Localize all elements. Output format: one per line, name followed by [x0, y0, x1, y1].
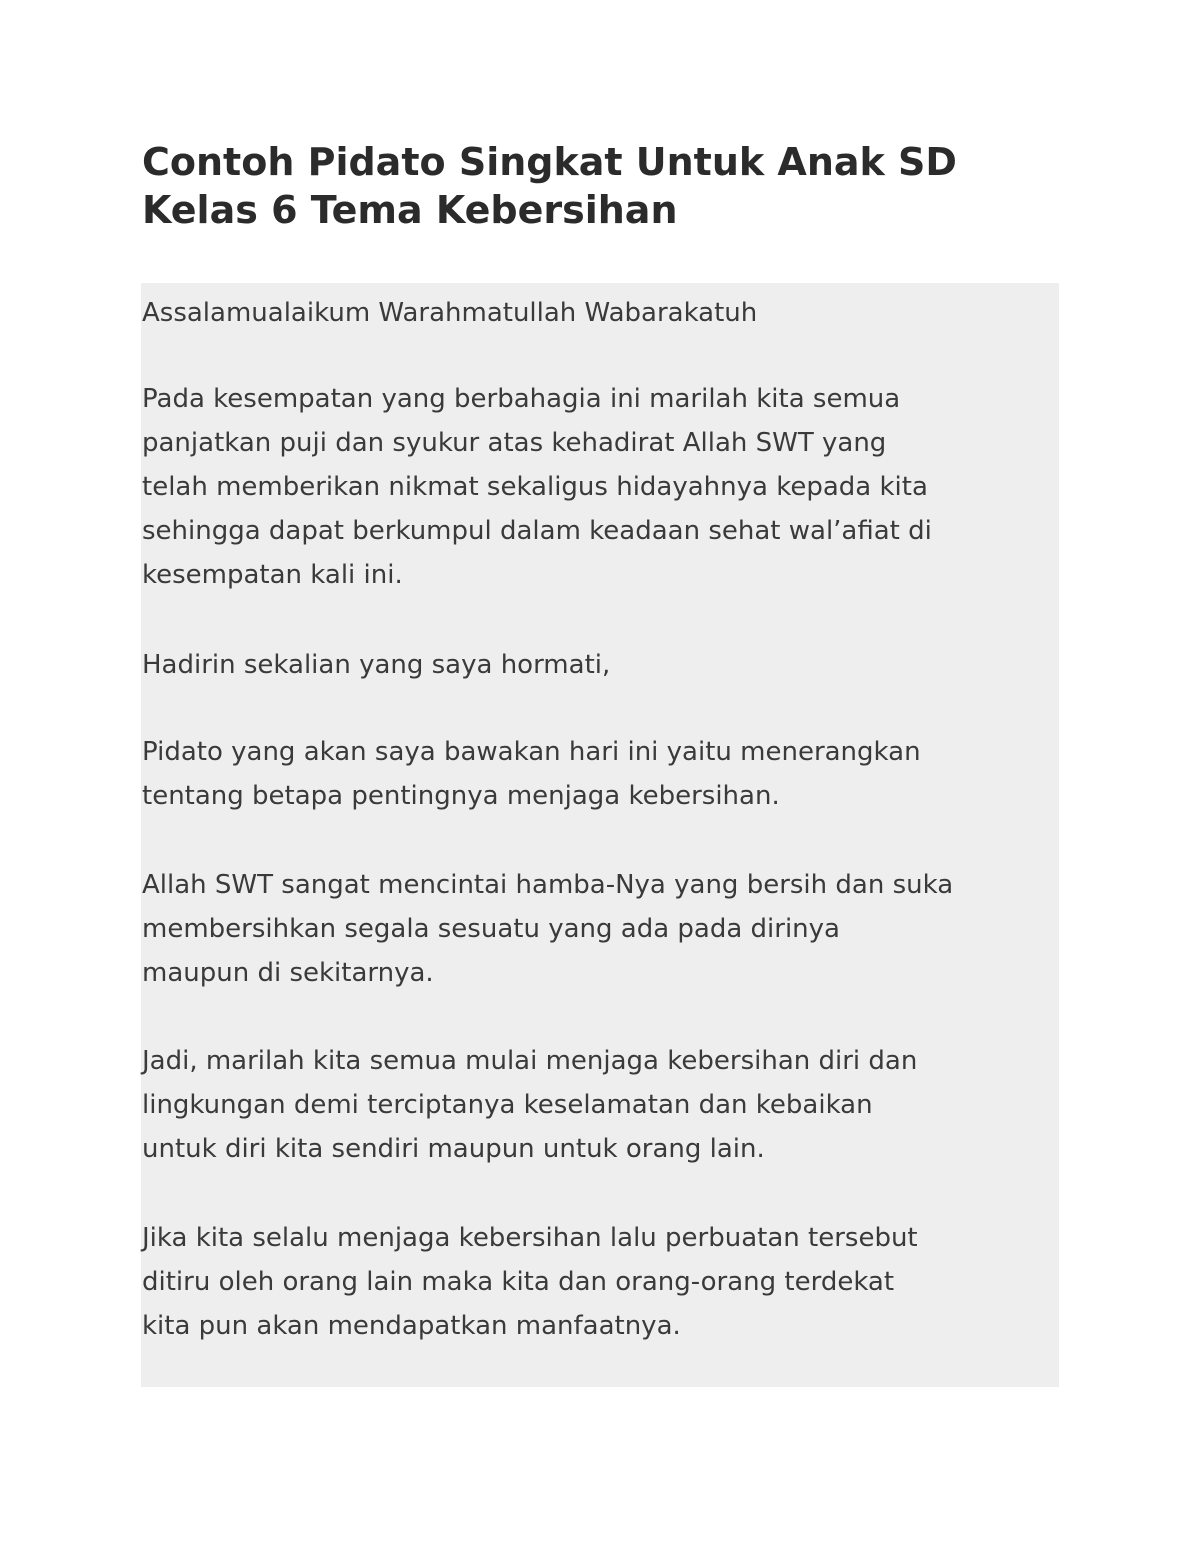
paragraph-line: lingkungan demi terciptanya keselamatan dan kebaikan: [142, 1090, 873, 1120]
invitation-paragraph: [142, 1039, 1060, 1171]
title-line: Contoh Pidato Singkat Untuk Anak SD: [142, 140, 957, 184]
paragraph-line: telah memberikan nikmat sekaligus hidayahnya kepada kita: [142, 472, 928, 502]
greeting-paragraph: [142, 291, 1060, 335]
page-title: [142, 138, 1062, 234]
benefit-paragraph: [142, 1216, 1060, 1348]
paragraph-line: membersihkan segala sesuatu yang ada pada dirinya: [142, 914, 840, 944]
paragraph-line: Jika kita selalu menjaga kebersihan lalu perbuatan tersebut: [142, 1223, 918, 1253]
paragraph-line: sehingga dapat berkumpul dalam keadaan sehat wal’afiat di: [142, 516, 932, 546]
paragraph-line: Hadirin sekalian yang saya hormati,: [142, 650, 611, 680]
paragraph-line: Allah SWT sangat mencintai hamba-Nya yang bersih dan suka: [142, 870, 954, 900]
paragraph-line: kita pun akan mendapatkan manfaatnya.: [142, 1311, 681, 1341]
paragraph-line: Pidato yang akan saya bawakan hari ini yaitu menerangkan: [142, 737, 921, 767]
paragraph-line: kesempatan kali ini.: [142, 560, 403, 590]
paragraph-line: ditiru oleh orang lain maka kita dan orang-orang terdekat: [142, 1267, 895, 1297]
cleanliness-paragraph: [142, 863, 1060, 995]
paragraph-line: Pada kesempatan yang berbahagia ini marilah kita semua: [142, 384, 901, 414]
paragraph-line: tentang betapa pentingnya menjaga kebersihan.: [142, 781, 780, 811]
paragraph-line: Jadi, marilah kita semua mulai menjaga kebersihan diri dan: [142, 1046, 918, 1076]
topic-paragraph: [142, 730, 1060, 818]
paragraph-line: Assalamualaikum Warahmatullah Wabarakatuh: [142, 298, 758, 328]
paragraph-line: maupun di sekitarnya.: [142, 958, 434, 988]
paragraph-line: panjatkan puji dan syukur atas kehadirat Allah SWT yang: [142, 428, 887, 458]
paragraph-line: untuk diri kita sendiri maupun untuk orang lain.: [142, 1134, 765, 1164]
title-line: Kelas 6 Tema Kebersihan: [142, 188, 678, 232]
audience-address-paragraph: [142, 643, 1060, 687]
opening-paragraph: [142, 377, 1060, 597]
